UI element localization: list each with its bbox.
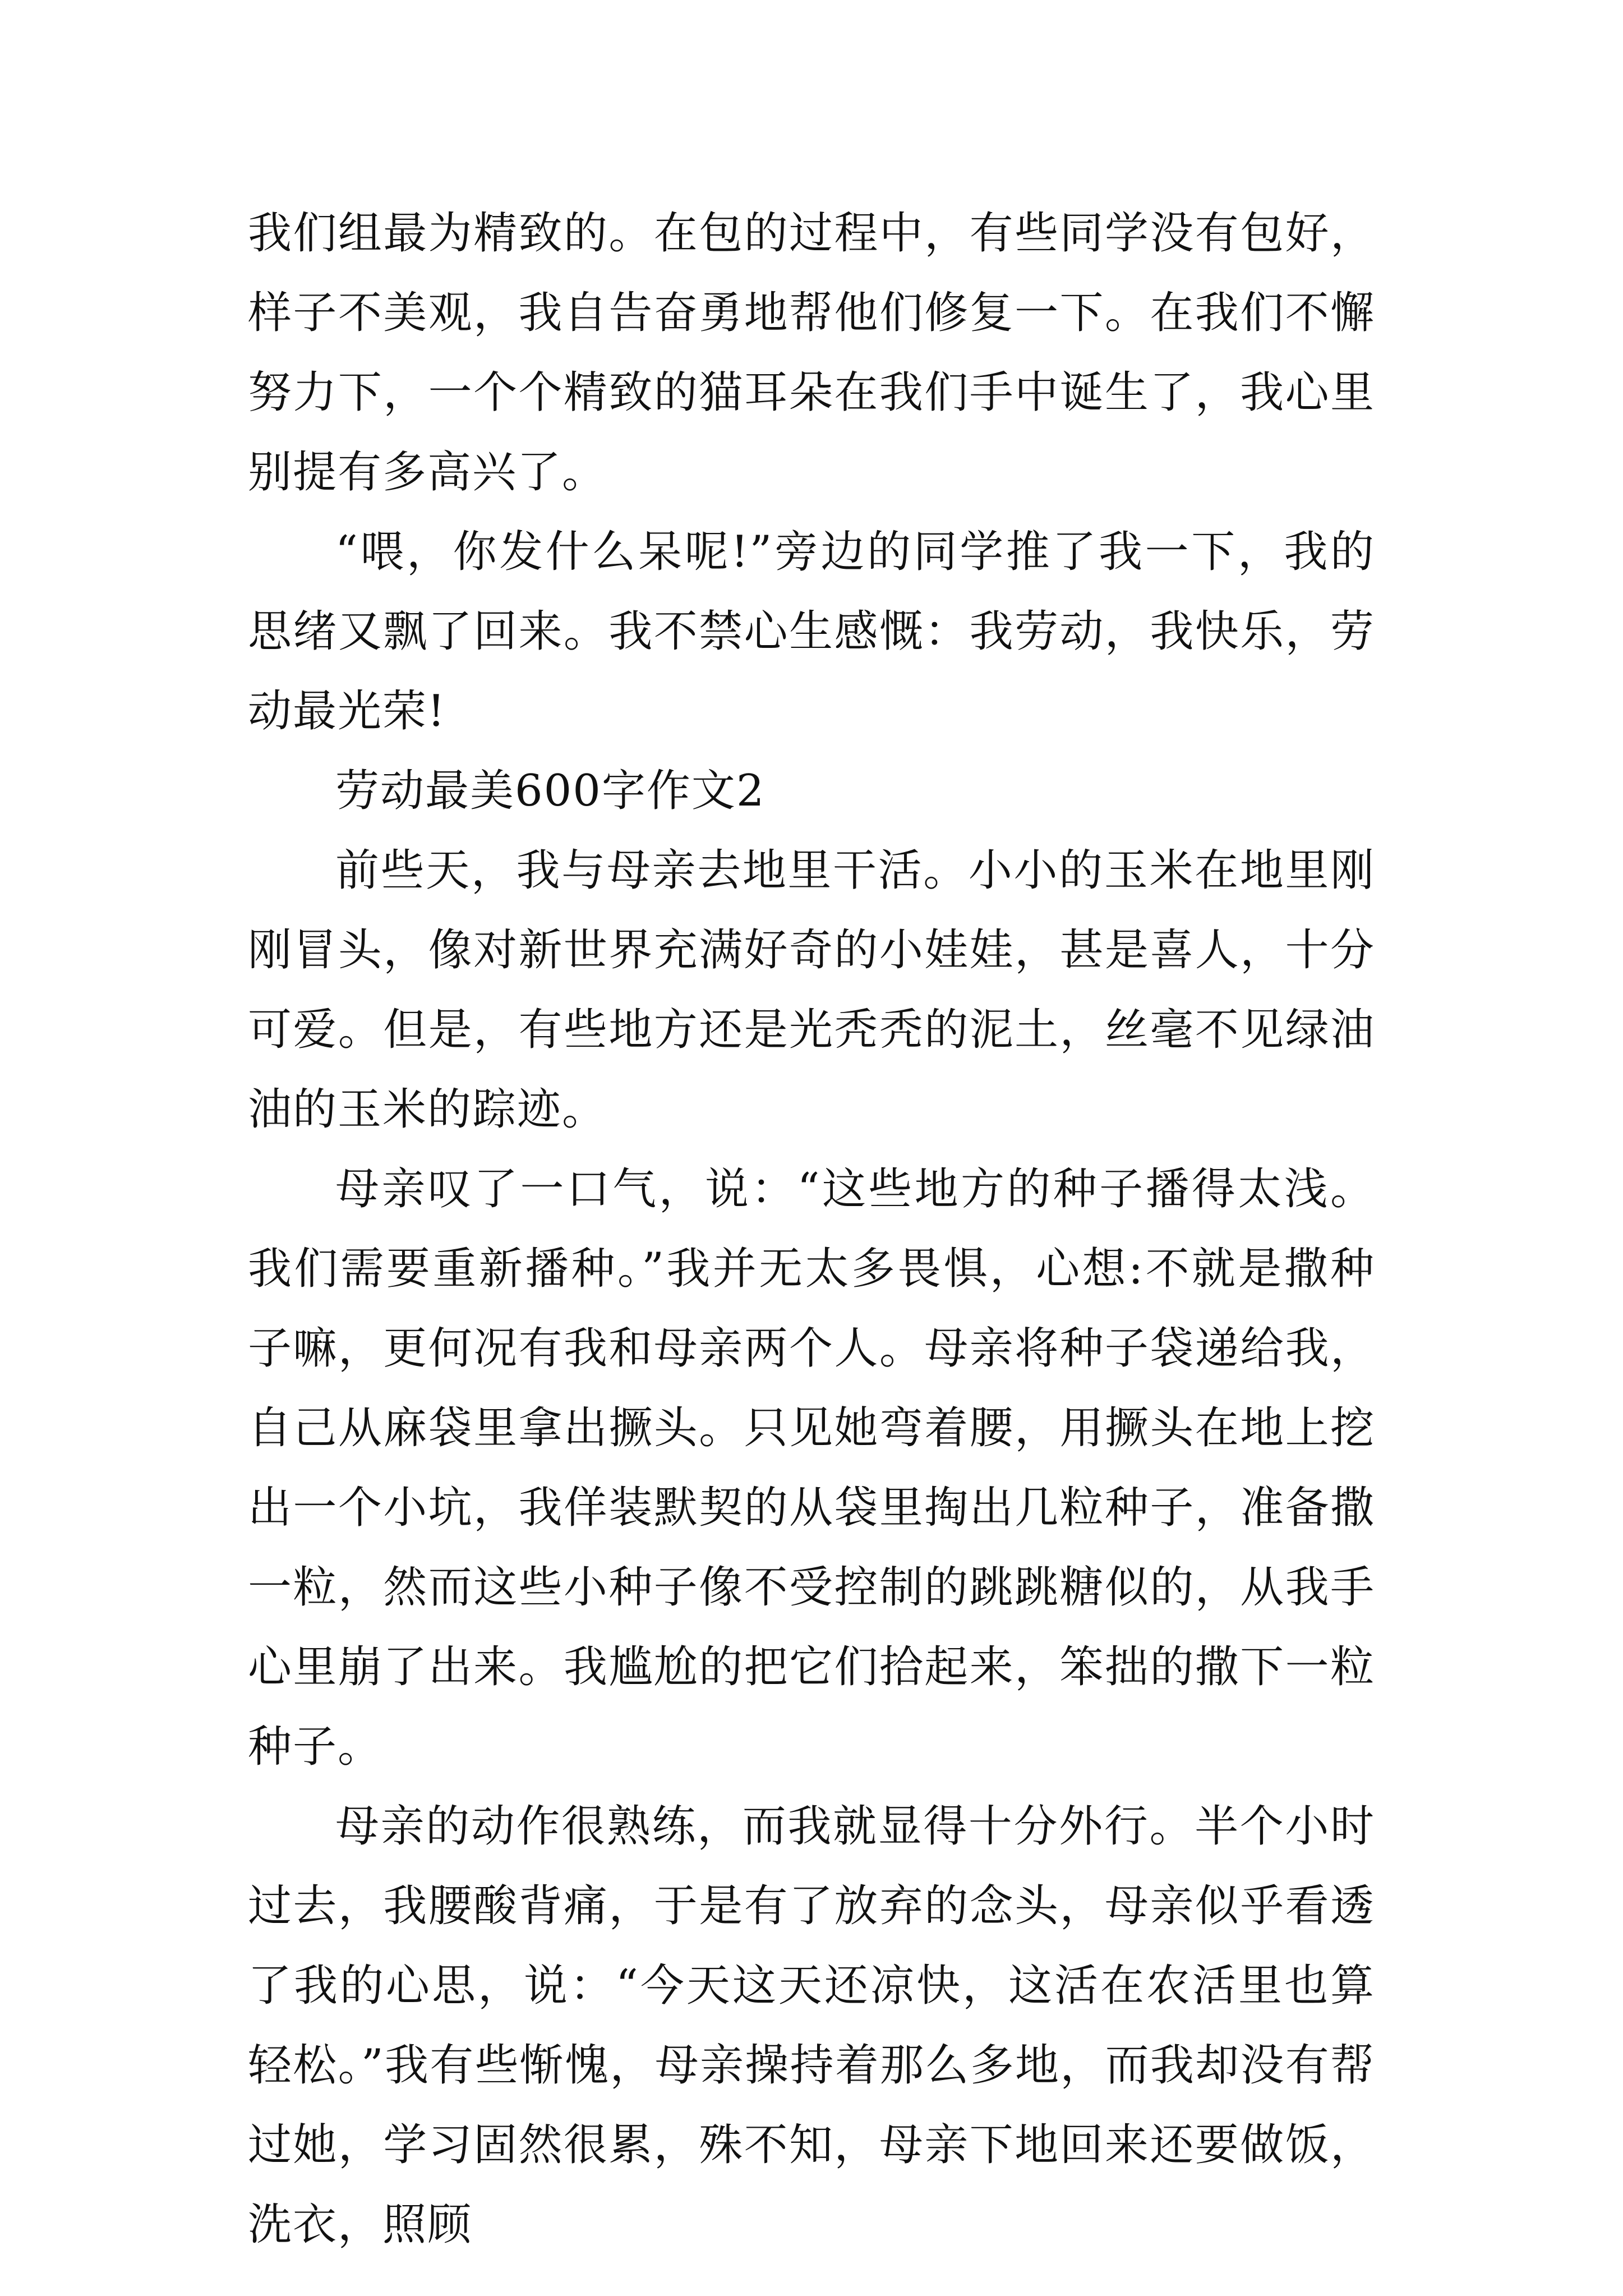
paragraph-3: 前些天，我与母亲去地里干活。小小的玉米在地里刚刚冒头，像对新世界充满好奇的小娃娃，甚是喜人，十分可爱。但是，有些地方还是光秃秃的泥土，丝毫不见绿油油的玉米的踪迹。 bbox=[248, 845, 1375, 1135]
essay-title-2: 劳动最美600字作文2 bbox=[335, 766, 766, 816]
paragraph-2: “喂，你发什么呆呢!”旁边的同学推了我一下，我的思绪又飘了回来。我不禁心生感慨：我劳动，我快乐，劳动最光荣! bbox=[248, 527, 1375, 737]
paragraph-1: 我们组最为精致的。在包的过程中，有些同学没有包好，样子不美观，我自告奋勇地帮他们修复一下。在我们不懈努力下，一个个精致的猫耳朵在我们手中诞生了，我心里别提有多高兴了。 bbox=[248, 208, 1375, 498]
paragraph-4: 母亲叹了一口气，说：“这些地方的种子播得太浅。我们需要重新播种。”我并无太多畏惧，心想:不就是撒种子嘛，更何况有我和母亲两个人。母亲将种子袋递给我，自己从麻袋里拿出撅头。只见她弯着腰，用撅头在地上挖出一个小坑，我佯装默契的从袋里掏出几粒种子，准备撒一粒，然而这些小种子像不受控制的跳跳糖似的，从我手心里崩了出来。我尴尬的把它们拾起来，笨拙的撒下一粒种子。 bbox=[248, 1164, 1375, 1772]
document-body bbox=[248, 194, 1375, 2265]
paragraph-5: 母亲的动作很熟练，而我就显得十分外行。半个小时过去，我腰酸背痛，于是有了放弃的念头，母亲似乎看透了我的心思，说：“今天这天还凉快，这活在农活里也算轻松。”我有些惭愧，母亲操持着那么多地，而我却没有帮过她，学习固然很累，殊不知，母亲下地回来还要做饭，洗衣，照顾 bbox=[248, 1801, 1375, 2250]
